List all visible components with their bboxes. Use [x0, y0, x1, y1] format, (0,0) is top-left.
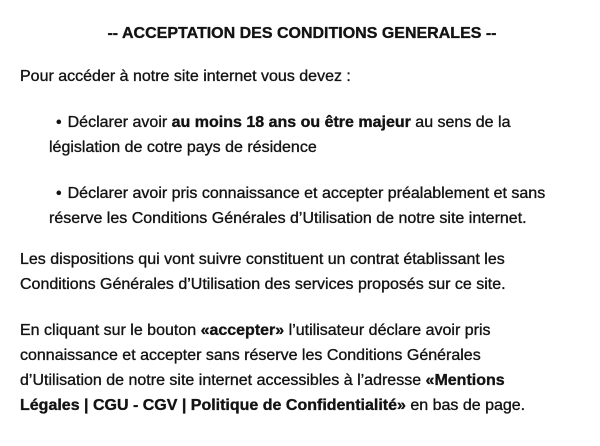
paragraph-dispositions	[20, 247, 560, 297]
text-run: en bas de page.	[405, 397, 526, 414]
bold-text-run: «Mentions Légales | CGU - CGV | Politique de Confidentialité»	[20, 372, 505, 414]
bullet-icon: •	[56, 114, 62, 131]
text-run: En cliquant sur le bouton	[20, 322, 201, 339]
text-run: au sens de la législation de cotre pays de résidence	[49, 114, 511, 156]
bullet-item-terms-text	[49, 185, 545, 227]
bullet-item-terms	[49, 181, 548, 231]
bold-text-run: «accepter»	[200, 322, 285, 339]
text-run: l’utilisateur déclare avoir pris connaissance et accepter sans réserve les Conditions Générales d’Utilisation de notre site internet accessibles à l’adresse	[20, 322, 491, 389]
text-run: Les dispositions qui vont suivre constituent un contrat établissant les Conditions Générales d’Utilisation des services proposés sur ce site.	[20, 251, 506, 293]
intro-text: Pour accéder à notre site internet vous devez :	[20, 68, 351, 85]
page-title: -- ACCEPTATION DES CONDITIONS GENERALES --	[107, 25, 497, 42]
paragraph-accept-click	[20, 318, 560, 418]
bullet-item-age	[49, 110, 548, 160]
text-run: Déclarer avoir	[67, 114, 172, 131]
bullet-icon: •	[56, 185, 62, 202]
bullet-item-age-text	[49, 114, 510, 156]
bold-text-run: au moins 18 ans ou être majeur	[171, 114, 411, 131]
text-run: Déclarer avoir pris connaissance et accepter préalablement et sans réserve les Conditions Générales d’Utilisation de notre site internet.	[49, 185, 546, 227]
